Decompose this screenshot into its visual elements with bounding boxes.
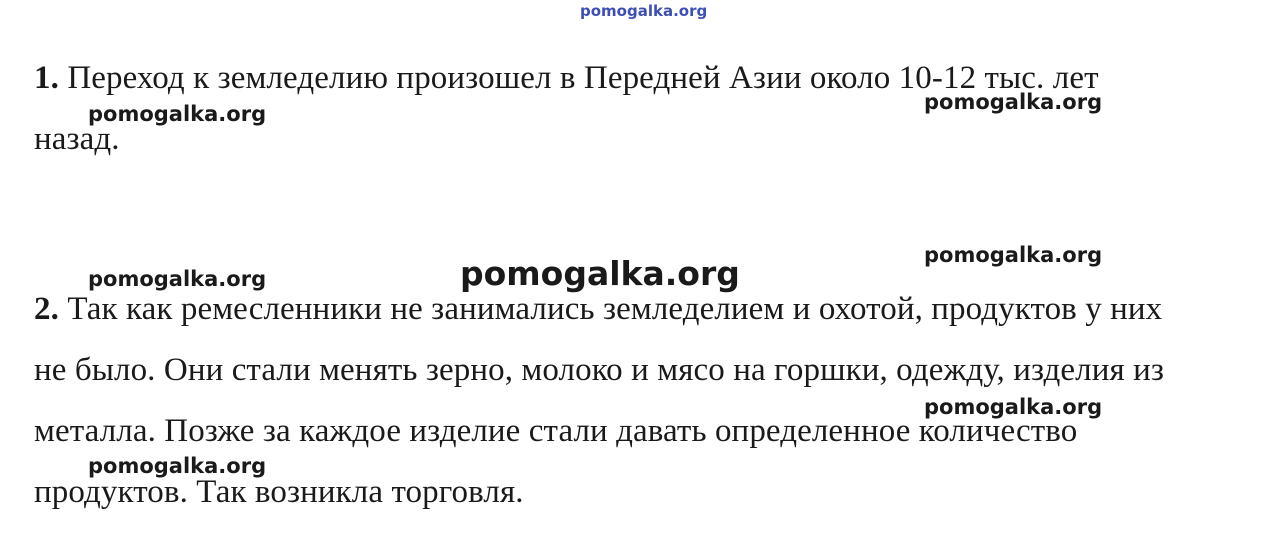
- watermark-right-1: pomogalka.org: [924, 90, 1103, 114]
- watermark-left-3: pomogalka.org: [88, 454, 267, 478]
- answer-1-number: 1.: [34, 60, 59, 96]
- watermark-center: pomogalka.org: [460, 254, 740, 293]
- watermark-left-2: pomogalka.org: [88, 267, 267, 291]
- watermark-top: pomogalka.org: [580, 2, 708, 20]
- answer-1-text: Переход к земледелию произошел в Передней Азии около 10-12 тыс. лет назад.: [34, 60, 1099, 157]
- watermark-right-3: pomogalka.org: [924, 395, 1103, 419]
- answer-2-text: Так как ремесленники не занимались земледелием и охотой, продуктов у них не было. Они стали менять зерно, молоко и мясо на горшки, одежду, изделия из металла. Позже за каждое изделие стали давать определенное количество продуктов. Так возникла торговля.: [34, 291, 1165, 510]
- answer-2-number: 2.: [34, 291, 59, 327]
- watermark-left-1: pomogalka.org: [88, 102, 267, 126]
- watermark-right-2: pomogalka.org: [924, 243, 1103, 267]
